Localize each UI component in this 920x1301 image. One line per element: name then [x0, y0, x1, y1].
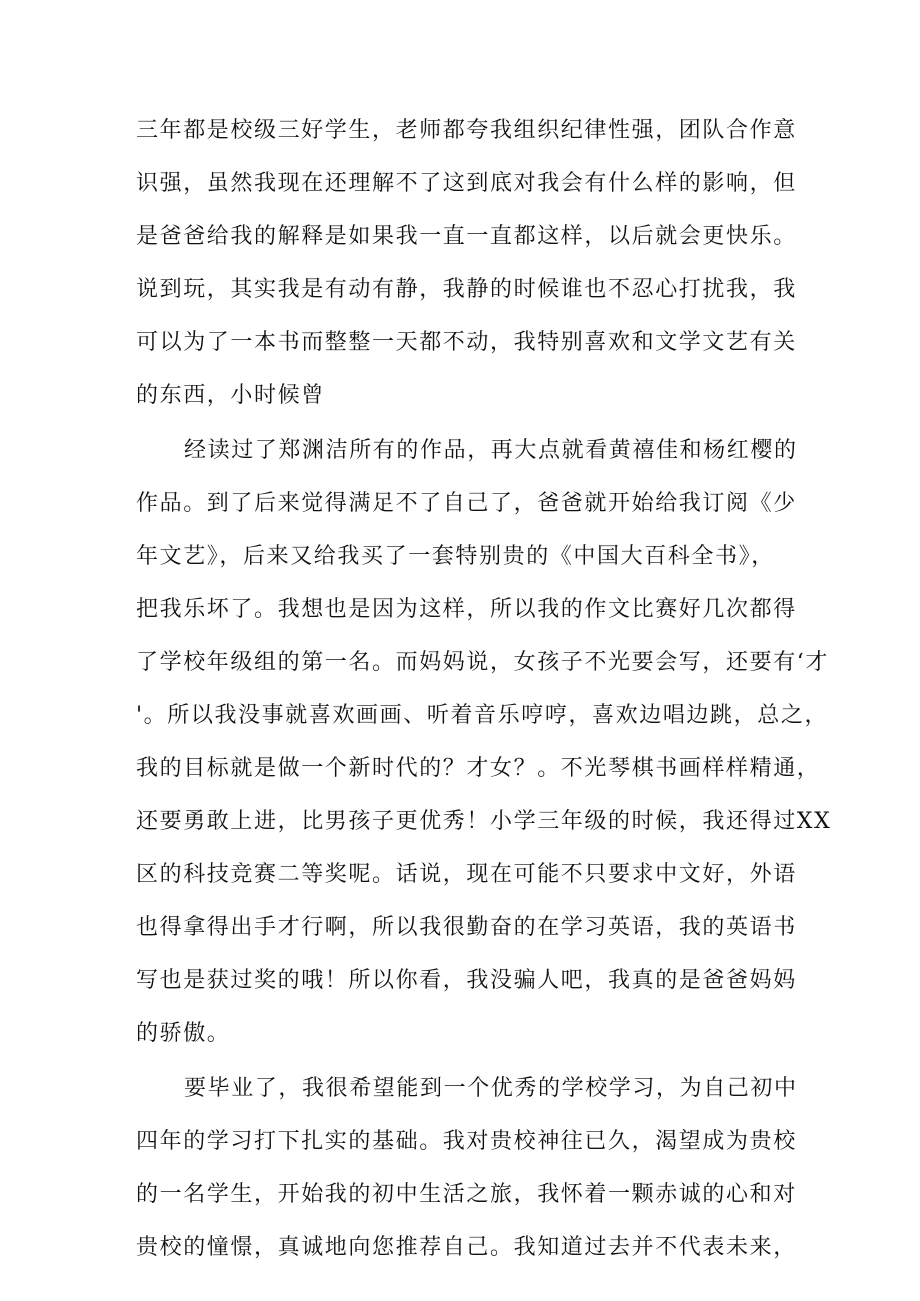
- text-line: 我的目标就是做一个新时代的？才女？。不光琴棋书画样样精通，: [136, 756, 821, 781]
- text-line: 三年都是校级三好学生，老师都夸我组织纪律性强，团队合作意: [136, 118, 797, 143]
- text-line: 贵校的憧憬，真诚地向您推荐自己。我知道过去并不代表未来，: [136, 1235, 797, 1260]
- text-line: 年文艺》，后来又给我买了一套特别贵的《中国大百科全书》，: [136, 544, 775, 569]
- text-line: 经读过了郑渊洁所有的作品，再大点就看黄禧佳和杨红樱的: [184, 438, 798, 463]
- text-line: 是爸爸给我的解释是如果我一直一直都这样，以后就会更快乐。: [136, 224, 797, 249]
- text-line: 说到玩，其实我是有动有静，我静的时候谁也不忍心打扰我，我: [136, 277, 797, 302]
- text-line: 要毕业了，我很希望能到一个优秀的学校学习，为自己初中: [184, 1076, 798, 1101]
- text-line: 把我乐坏了。我想也是因为这样，所以我的作文比赛好几次都得: [136, 597, 797, 622]
- text-line: 的骄傲。: [136, 1021, 231, 1046]
- text-line: 识强，虽然我现在还理解不了这到底对我会有什么样的影响，但: [136, 171, 797, 196]
- text-line: '。所以我没事就喜欢画画、听着音乐哼哼，喜欢边唱边跳，总之，: [136, 703, 829, 728]
- text-line: 的东西，小时候曾: [136, 383, 325, 408]
- text-line: 也得拿得出手才行啊，所以我很勤奋的在学习英语，我的英语书: [136, 915, 797, 940]
- text-line: 的一名学生，开始我的初中生活之旅，我怀着一颗赤诚的心和对: [136, 1182, 797, 1207]
- text-line: 写也是获过奖的哦！所以你看，我没骗人吧，我真的是爸爸妈妈: [136, 968, 797, 993]
- text-line: 还要勇敢上进，比男孩子更优秀！小学三年级的时候，我还得过XX: [136, 809, 832, 834]
- text-line: 作品。到了后来觉得满足不了自己了，爸爸就开始给我订阅《少: [136, 491, 797, 516]
- text-line: 四年的学习打下扎实的基础。我对贵校神往已久，渴望成为贵校: [136, 1129, 797, 1154]
- text-line: 可以为了一本书而整整一天都不动，我特别喜欢和文学文艺有关: [136, 330, 797, 355]
- text-line: 区的科技竞赛二等奖呢。话说，现在可能不只要求中文好，外语: [136, 862, 797, 887]
- text-line: 了学校年级组的第一名。而妈妈说，女孩子不光要会写，还要有‘才: [136, 650, 829, 675]
